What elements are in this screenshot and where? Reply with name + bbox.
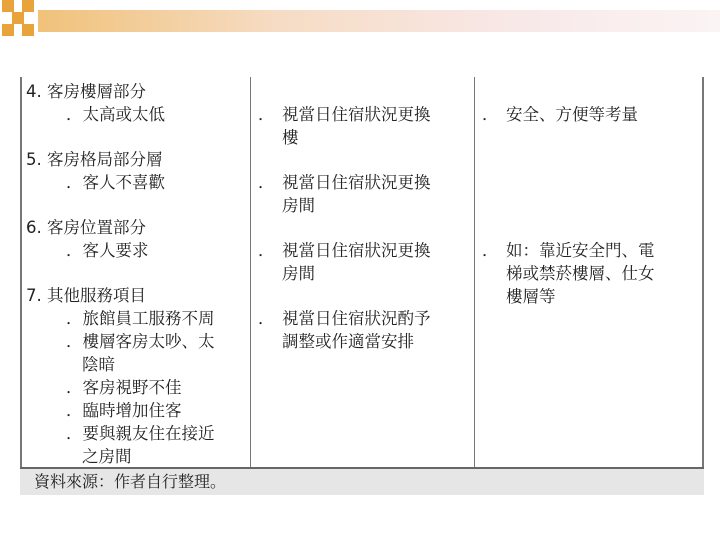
- reason-item: ．客人要求: [66, 241, 149, 260]
- gradient-title-bar: [38, 10, 720, 32]
- reason-item: ．客人不喜歡: [66, 173, 165, 192]
- section-6-action: [258, 239, 431, 285]
- action-text: 視當日住宿狀況酌予: [282, 309, 431, 328]
- action-text: 樓: [282, 128, 299, 147]
- header-decoration: [0, 0, 720, 46]
- action-text: 視當日住宿狀況更換: [282, 105, 431, 124]
- action-text: 視當日住宿狀況更換: [282, 173, 431, 192]
- source-text: 資料來源：作者自行整理。: [34, 472, 227, 491]
- section-7: [26, 284, 215, 468]
- reason-item-cont: 陰暗: [82, 355, 115, 374]
- section-6-note: [482, 239, 655, 308]
- source-footer: [20, 469, 704, 495]
- reason-item-cont: 之房間: [82, 447, 132, 466]
- section-heading: 7. 其他服務項目: [26, 286, 146, 305]
- note-text: 安全、方便等考量: [506, 105, 638, 124]
- action-text: 房間: [282, 264, 315, 283]
- bullet: ．: [482, 105, 499, 124]
- column-divider: [250, 77, 251, 467]
- action-text: 調整或作適當安排: [282, 332, 414, 351]
- action-text: 視當日住宿狀況更換: [282, 241, 431, 260]
- section-4-note: [482, 103, 638, 126]
- section-7-action: [258, 307, 431, 353]
- section-4: [26, 80, 165, 126]
- bullet: ．: [258, 173, 275, 192]
- bullet: ．: [258, 105, 275, 124]
- action-text: 房間: [282, 196, 315, 215]
- reason-item: ．旅館員工服務不周: [66, 309, 215, 328]
- column-divider: [474, 77, 475, 467]
- section-heading: 6. 客房位置部分: [26, 218, 146, 237]
- section-5: [26, 148, 165, 194]
- note-text: 如：靠近安全門、電: [506, 241, 655, 260]
- reason-item: ．臨時增加住客: [66, 401, 182, 420]
- section-4-action: [258, 103, 431, 149]
- reason-item: ．客房視野不佳: [66, 378, 182, 397]
- reason-item: ．樓層客房太吵、太: [66, 332, 215, 351]
- bullet: ．: [258, 309, 275, 328]
- section-5-action: [258, 171, 431, 217]
- section-heading: 4. 客房樓層部分: [26, 82, 146, 101]
- bullet: ．: [258, 241, 275, 260]
- reason-item: ．太高或太低: [66, 105, 165, 124]
- note-text: 梯或禁菸樓層、仕女: [506, 264, 655, 283]
- section-heading: 5. 客房格局部分層: [26, 150, 163, 169]
- section-6: [26, 216, 149, 262]
- bullet: ．: [482, 241, 499, 260]
- reason-item: ．要與親友住在接近: [66, 424, 215, 443]
- note-text: 樓層等: [506, 287, 556, 306]
